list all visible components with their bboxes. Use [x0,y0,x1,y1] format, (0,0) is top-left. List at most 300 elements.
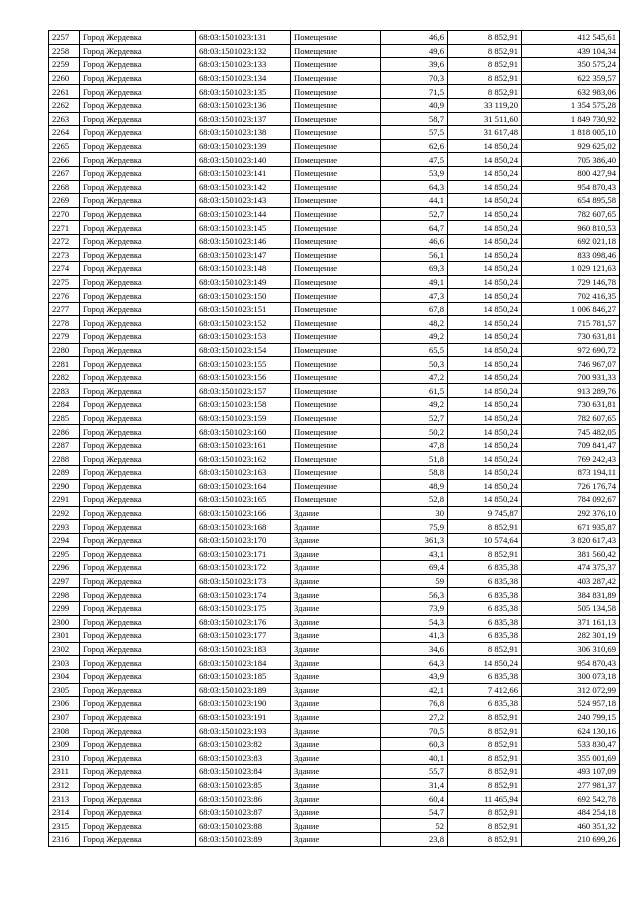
cadastral-value-cell: 873 194,11 [522,466,620,480]
cadastral-number-cell: 68:03:1501023:153 [196,330,291,344]
row-number-cell: 2304 [49,669,80,683]
table-row [49,547,620,561]
area-cell: 64,3 [381,180,448,194]
cadastral-number-cell: 68:03:1501023:147 [196,248,291,262]
cadastral-value-cell: 1 818 005,10 [522,126,620,140]
table-row [49,71,620,85]
area-cell: 49,1 [381,275,448,289]
locality-cell: Город Жердевка [80,493,196,507]
table-row [49,737,620,751]
locality-cell: Город Жердевка [80,778,196,792]
object-type-cell: Помещение [291,180,381,194]
cadastral-number-cell: 68:03:1501023:176 [196,615,291,629]
table-row [49,533,620,547]
row-number-cell: 2300 [49,615,80,629]
unit-value-cell: 6 835,38 [448,601,522,615]
locality-cell: Город Жердевка [80,547,196,561]
object-type-cell: Здание [291,751,381,765]
cadastral-number-cell: 68:03:1501023:132 [196,44,291,58]
area-cell: 49,2 [381,330,448,344]
cadastral-number-cell: 68:03:1501023:174 [196,588,291,602]
object-type-cell: Помещение [291,316,381,330]
table-row [49,166,620,180]
area-cell: 56,1 [381,248,448,262]
row-number-cell: 2297 [49,574,80,588]
object-type-cell: Здание [291,601,381,615]
unit-value-cell: 8 852,91 [448,778,522,792]
object-type-cell: Помещение [291,398,381,412]
object-type-cell: Здание [291,724,381,738]
row-number-cell: 2313 [49,792,80,806]
cadastral-value-cell: 3 820 617,43 [522,533,620,547]
row-number-cell: 2273 [49,248,80,262]
cadastral-value-cell: 403 287,42 [522,574,620,588]
locality-cell: Город Жердевка [80,561,196,575]
cadastral-value-cell: 277 981,37 [522,778,620,792]
row-number-cell: 2269 [49,194,80,208]
area-cell: 47,8 [381,438,448,452]
cadastral-value-cell: 726 176,74 [522,479,620,493]
locality-cell: Город Жердевка [80,384,196,398]
object-type-cell: Помещение [291,207,381,221]
unit-value-cell: 8 852,91 [448,520,522,534]
table-row [49,669,620,683]
cadastral-number-cell: 68:03:1501023:141 [196,166,291,180]
cadastral-value-cell: 1 354 575,28 [522,98,620,112]
table-row [49,833,620,847]
object-type-cell: Помещение [291,343,381,357]
object-type-cell: Здание [291,574,381,588]
cadastral-number-cell: 68:03:1501023:149 [196,275,291,289]
unit-value-cell: 14 850,24 [448,289,522,303]
unit-value-cell: 14 850,24 [448,452,522,466]
row-number-cell: 2271 [49,221,80,235]
row-number-cell: 2301 [49,629,80,643]
unit-value-cell: 14 850,24 [448,221,522,235]
cadastral-number-cell: 68:03:1501023:146 [196,234,291,248]
table-row [49,683,620,697]
row-number-cell: 2275 [49,275,80,289]
cadastral-value-cell: 355 001,69 [522,751,620,765]
cadastral-number-cell: 68:03:1501023:193 [196,724,291,738]
cadastral-value-cell: 954 870,43 [522,656,620,670]
area-cell: 47,2 [381,370,448,384]
unit-value-cell: 14 850,24 [448,343,522,357]
unit-value-cell: 8 852,91 [448,547,522,561]
unit-value-cell: 14 850,24 [448,275,522,289]
object-type-cell: Помещение [291,31,381,45]
area-cell: 64,3 [381,656,448,670]
cadastral-value-cell: 782 607,65 [522,207,620,221]
row-number-cell: 2295 [49,547,80,561]
cadastral-value-cell: 692 542,78 [522,792,620,806]
locality-cell: Город Жердевка [80,805,196,819]
cadastral-number-cell: 68:03:1501023:161 [196,438,291,452]
area-cell: 61,5 [381,384,448,398]
object-type-cell: Помещение [291,466,381,480]
cadastral-value-cell: 524 957,18 [522,697,620,711]
unit-value-cell: 14 850,24 [448,166,522,180]
row-number-cell: 2283 [49,384,80,398]
row-number-cell: 2296 [49,561,80,575]
object-type-cell: Помещение [291,330,381,344]
unit-value-cell: 14 850,24 [448,438,522,452]
row-number-cell: 2302 [49,642,80,656]
cadastral-number-cell: 68:03:1501023:83 [196,751,291,765]
table-row [49,792,620,806]
table-row [49,425,620,439]
cadastral-value-cell: 300 073,18 [522,669,620,683]
object-type-cell: Здание [291,520,381,534]
cadastral-value-table [48,30,620,847]
cadastral-number-cell: 68:03:1501023:138 [196,126,291,140]
area-cell: 30 [381,506,448,520]
area-cell: 23,8 [381,833,448,847]
row-number-cell: 2286 [49,425,80,439]
area-cell: 51,8 [381,452,448,466]
cadastral-value-cell: 654 895,58 [522,194,620,208]
unit-value-cell: 6 835,38 [448,615,522,629]
area-cell: 52,8 [381,493,448,507]
locality-cell: Город Жердевка [80,112,196,126]
object-type-cell: Здание [291,615,381,629]
object-type-cell: Помещение [291,411,381,425]
unit-value-cell: 8 852,91 [448,642,522,656]
locality-cell: Город Жердевка [80,71,196,85]
cadastral-number-cell: 68:03:1501023:168 [196,520,291,534]
table-row [49,302,620,316]
row-number-cell: 2289 [49,466,80,480]
cadastral-number-cell: 68:03:1501023:189 [196,683,291,697]
cadastral-number-cell: 68:03:1501023:154 [196,343,291,357]
locality-cell: Город Жердевка [80,520,196,534]
table-row [49,466,620,480]
locality-cell: Город Жердевка [80,574,196,588]
row-number-cell: 2316 [49,833,80,847]
table-row [49,126,620,140]
locality-cell: Город Жердевка [80,533,196,547]
unit-value-cell: 31 511,60 [448,112,522,126]
area-cell: 69,3 [381,262,448,276]
area-cell: 67,8 [381,302,448,316]
area-cell: 46,6 [381,31,448,45]
unit-value-cell: 6 835,38 [448,629,522,643]
locality-cell: Город Жердевка [80,180,196,194]
locality-cell: Город Жердевка [80,819,196,833]
object-type-cell: Здание [291,805,381,819]
locality-cell: Город Жердевка [80,262,196,276]
unit-value-cell: 14 850,24 [448,656,522,670]
area-cell: 60,3 [381,737,448,751]
object-type-cell: Помещение [291,302,381,316]
cadastral-value-cell: 954 870,43 [522,180,620,194]
cadastral-number-cell: 68:03:1501023:87 [196,805,291,819]
area-cell: 54,3 [381,615,448,629]
cadastral-value-cell: 306 310,69 [522,642,620,656]
table-row [49,819,620,833]
object-type-cell: Помещение [291,262,381,276]
object-type-cell: Здание [291,833,381,847]
area-cell: 31,4 [381,778,448,792]
object-type-cell: Здание [291,765,381,779]
area-cell: 71,5 [381,85,448,99]
cadastral-number-cell: 68:03:1501023:156 [196,370,291,384]
row-number-cell: 2265 [49,139,80,153]
area-cell: 49,2 [381,398,448,412]
row-number-cell: 2311 [49,765,80,779]
cadastral-number-cell: 68:03:1501023:160 [196,425,291,439]
area-cell: 60,4 [381,792,448,806]
object-type-cell: Помещение [291,71,381,85]
area-cell: 43,1 [381,547,448,561]
object-type-cell: Здание [291,683,381,697]
cadastral-number-cell: 68:03:1501023:177 [196,629,291,643]
row-number-cell: 2298 [49,588,80,602]
cadastral-value-cell: 745 482,05 [522,425,620,439]
area-cell: 47,5 [381,153,448,167]
object-type-cell: Здание [291,819,381,833]
row-number-cell: 2276 [49,289,80,303]
locality-cell: Город Жердевка [80,58,196,72]
locality-cell: Город Жердевка [80,398,196,412]
unit-value-cell: 6 835,38 [448,561,522,575]
row-number-cell: 2274 [49,262,80,276]
cadastral-number-cell: 68:03:1501023:89 [196,833,291,847]
locality-cell: Город Жердевка [80,153,196,167]
cadastral-number-cell: 68:03:1501023:135 [196,85,291,99]
table-row [49,275,620,289]
cadastral-number-cell: 68:03:1501023:131 [196,31,291,45]
unit-value-cell: 8 852,91 [448,44,522,58]
cadastral-value-cell: 913 289,76 [522,384,620,398]
object-type-cell: Помещение [291,479,381,493]
area-cell: 49,6 [381,44,448,58]
cadastral-number-cell: 68:03:1501023:157 [196,384,291,398]
area-cell: 43,9 [381,669,448,683]
locality-cell: Город Жердевка [80,248,196,262]
table-row [49,98,620,112]
table-row [49,370,620,384]
row-number-cell: 2306 [49,697,80,711]
locality-cell: Город Жердевка [80,506,196,520]
cadastral-value-cell: 292 376,10 [522,506,620,520]
locality-cell: Город Жердевка [80,425,196,439]
table-row [49,357,620,371]
row-number-cell: 2293 [49,520,80,534]
object-type-cell: Здание [291,710,381,724]
row-number-cell: 2262 [49,98,80,112]
locality-cell: Город Жердевка [80,588,196,602]
cadastral-number-cell: 68:03:1501023:139 [196,139,291,153]
cadastral-number-cell: 68:03:1501023:158 [196,398,291,412]
object-type-cell: Помещение [291,98,381,112]
row-number-cell: 2266 [49,153,80,167]
cadastral-value-cell: 439 104,34 [522,44,620,58]
cadastral-number-cell: 68:03:1501023:155 [196,357,291,371]
cadastral-number-cell: 68:03:1501023:142 [196,180,291,194]
unit-value-cell: 8 852,91 [448,819,522,833]
cadastral-number-cell: 68:03:1501023:82 [196,737,291,751]
table-row [49,751,620,765]
row-number-cell: 2303 [49,656,80,670]
unit-value-cell: 8 852,91 [448,85,522,99]
row-number-cell: 2278 [49,316,80,330]
cadastral-number-cell: 68:03:1501023:140 [196,153,291,167]
object-type-cell: Помещение [291,289,381,303]
cadastral-value-cell: 505 134,58 [522,601,620,615]
unit-value-cell: 6 835,38 [448,574,522,588]
locality-cell: Город Жердевка [80,792,196,806]
cadastral-value-cell: 1 029 121,63 [522,262,620,276]
row-number-cell: 2309 [49,737,80,751]
table-row [49,153,620,167]
area-cell: 70,3 [381,71,448,85]
area-cell: 52,7 [381,207,448,221]
row-number-cell: 2263 [49,112,80,126]
unit-value-cell: 6 835,38 [448,588,522,602]
area-cell: 40,9 [381,98,448,112]
row-number-cell: 2267 [49,166,80,180]
cadastral-number-cell: 68:03:1501023:136 [196,98,291,112]
unit-value-cell: 14 850,24 [448,248,522,262]
object-type-cell: Помещение [291,384,381,398]
row-number-cell: 2315 [49,819,80,833]
cadastral-value-cell: 1 849 730,92 [522,112,620,126]
area-cell: 41,3 [381,629,448,643]
cadastral-number-cell: 68:03:1501023:159 [196,411,291,425]
object-type-cell: Помещение [291,139,381,153]
row-number-cell: 2281 [49,357,80,371]
unit-value-cell: 14 850,24 [448,479,522,493]
locality-cell: Город Жердевка [80,194,196,208]
area-cell: 56,3 [381,588,448,602]
unit-value-cell: 14 850,24 [448,357,522,371]
unit-value-cell: 8 852,91 [448,833,522,847]
locality-cell: Город Жердевка [80,207,196,221]
cadastral-value-cell: 1 006 846,27 [522,302,620,316]
cadastral-value-cell: 210 699,26 [522,833,620,847]
cadastral-number-cell: 68:03:1501023:152 [196,316,291,330]
object-type-cell: Здание [291,697,381,711]
cadastral-number-cell: 68:03:1501023:162 [196,452,291,466]
object-type-cell: Помещение [291,194,381,208]
row-number-cell: 2308 [49,724,80,738]
cadastral-number-cell: 68:03:1501023:184 [196,656,291,670]
object-type-cell: Помещение [291,438,381,452]
object-type-cell: Помещение [291,357,381,371]
locality-cell: Город Жердевка [80,357,196,371]
unit-value-cell: 8 852,91 [448,71,522,85]
table-row [49,289,620,303]
cadastral-number-cell: 68:03:1501023:172 [196,561,291,575]
unit-value-cell: 14 850,24 [448,398,522,412]
object-type-cell: Помещение [291,58,381,72]
table-row [49,724,620,738]
cadastral-number-cell: 68:03:1501023:191 [196,710,291,724]
table-row [49,316,620,330]
cadastral-number-cell: 68:03:1501023:151 [196,302,291,316]
unit-value-cell: 8 852,91 [448,805,522,819]
cadastral-number-cell: 68:03:1501023:183 [196,642,291,656]
table-row [49,588,620,602]
unit-value-cell: 14 850,24 [448,262,522,276]
cadastral-number-cell: 68:03:1501023:85 [196,778,291,792]
cadastral-number-cell: 68:03:1501023:166 [196,506,291,520]
unit-value-cell: 31 617,48 [448,126,522,140]
area-cell: 58,8 [381,466,448,480]
locality-cell: Город Жердевка [80,697,196,711]
row-number-cell: 2264 [49,126,80,140]
cadastral-value-cell: 624 130,16 [522,724,620,738]
object-type-cell: Помещение [291,370,381,384]
row-number-cell: 2305 [49,683,80,697]
unit-value-cell: 8 852,91 [448,31,522,45]
row-number-cell: 2299 [49,601,80,615]
unit-value-cell: 14 850,24 [448,411,522,425]
object-type-cell: Здание [291,547,381,561]
locality-cell: Город Жердевка [80,615,196,629]
cadastral-number-cell: 68:03:1501023:86 [196,792,291,806]
area-cell: 76,8 [381,697,448,711]
locality-cell: Город Жердевка [80,765,196,779]
cadastral-value-cell: 282 301,19 [522,629,620,643]
row-number-cell: 2312 [49,778,80,792]
area-cell: 62,6 [381,139,448,153]
unit-value-cell: 14 850,24 [448,316,522,330]
cadastral-value-cell: 784 092,67 [522,493,620,507]
object-type-cell: Помещение [291,126,381,140]
area-cell: 53,9 [381,166,448,180]
area-cell: 57,5 [381,126,448,140]
table-row [49,221,620,235]
area-cell: 50,3 [381,357,448,371]
object-type-cell: Здание [291,737,381,751]
cadastral-number-cell: 68:03:1501023:143 [196,194,291,208]
row-number-cell: 2290 [49,479,80,493]
object-type-cell: Помещение [291,85,381,99]
area-cell: 52 [381,819,448,833]
locality-cell: Город Жердевка [80,438,196,452]
unit-value-cell: 14 850,24 [448,425,522,439]
object-type-cell: Здание [291,506,381,520]
area-cell: 361,3 [381,533,448,547]
locality-cell: Город Жердевка [80,629,196,643]
row-number-cell: 2259 [49,58,80,72]
locality-cell: Город Жердевка [80,330,196,344]
cadastral-value-cell: 800 427,94 [522,166,620,180]
object-type-cell: Здание [291,656,381,670]
locality-cell: Город Жердевка [80,642,196,656]
area-cell: 48,9 [381,479,448,493]
object-type-cell: Помещение [291,248,381,262]
locality-cell: Город Жердевка [80,316,196,330]
cadastral-value-cell: 960 810,53 [522,221,620,235]
area-cell: 47,3 [381,289,448,303]
area-cell: 64,7 [381,221,448,235]
object-type-cell: Здание [291,588,381,602]
cadastral-number-cell: 68:03:1501023:163 [196,466,291,480]
cadastral-value-cell: 709 841,47 [522,438,620,452]
table-row [49,479,620,493]
unit-value-cell: 14 850,24 [448,234,522,248]
cadastral-value-cell: 972 690,72 [522,343,620,357]
unit-value-cell: 14 850,24 [448,493,522,507]
area-cell: 34,6 [381,642,448,656]
row-number-cell: 2292 [49,506,80,520]
cadastral-value-cell: 769 242,43 [522,452,620,466]
locality-cell: Город Жердевка [80,370,196,384]
table-row [49,561,620,575]
